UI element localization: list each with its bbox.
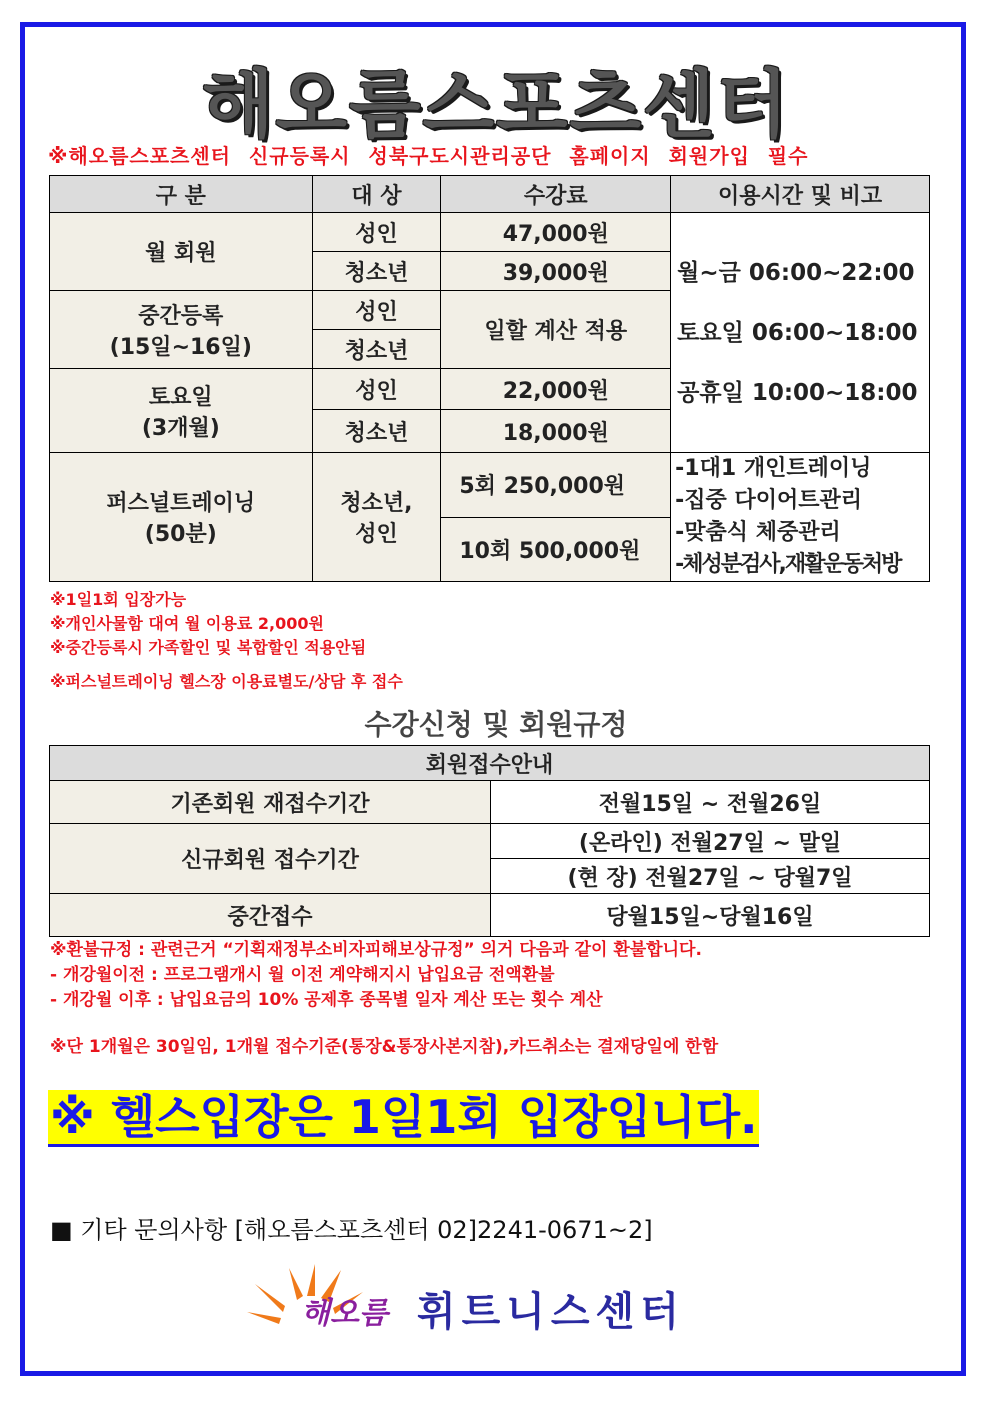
pt-target-line1: 청소년,	[340, 491, 413, 516]
note-line: ※중간등록시 가족할인 및 복합할인 적용안됨	[50, 638, 367, 657]
fee-prorated: 일할 계산 적용	[441, 291, 671, 369]
hours-holiday: 공휴일 10:00~18:00	[677, 379, 918, 406]
note-line: ※1일1회 입장가능	[50, 590, 187, 609]
mid-label-line2: (15일~16일)	[109, 334, 252, 360]
pt-label-line1: 퍼스널트레이닝	[106, 491, 256, 516]
logo	[245, 1262, 705, 1342]
saturday-label-line1: 토요일	[148, 384, 213, 410]
target-adult: 성인	[312, 213, 441, 252]
pt-note: -집중 다이어트관리	[675, 488, 862, 513]
pt-label-line2: (50분)	[144, 522, 217, 547]
fee-value: 22,000원	[441, 369, 671, 410]
section-title: 수강신청 및 회원규정	[364, 708, 628, 741]
pt-fee-10: 10회 500,000원	[441, 517, 671, 582]
table-row	[50, 781, 930, 824]
pt-target-line2: 성인	[355, 522, 398, 547]
registration-header: 회원접수안내	[50, 746, 930, 781]
gym-entry-banner: ※ 헬스입장은 1일1회 입장입니다.	[48, 1090, 759, 1147]
fee-value: 18,000원	[441, 410, 671, 453]
fee-notes	[50, 588, 403, 694]
refund-line: ※단 1개월은 30일임, 1개월 접수기준(통장&통장사본지참),카드취소는 결재당일에 한함	[50, 1037, 719, 1057]
header-target: 대 상	[312, 176, 441, 213]
existing-member-label: 기존회원 재접수기간	[50, 781, 491, 824]
logo-text: 휘트니스센터	[417, 1289, 685, 1335]
pt-note: -맞춤식 체중관리	[675, 520, 841, 545]
refund-policy	[50, 938, 718, 1060]
mid-registration-label: 중간접수	[50, 894, 491, 937]
pt-fee-5: 5회 250,000원	[441, 453, 671, 518]
table-row	[50, 894, 930, 937]
refund-line: - 개강월이전 : 프로그램개시 월 이전 계약해지시 납입요금 전액환불	[50, 965, 555, 985]
pt-notes	[671, 453, 930, 582]
contact-info: ■ 기타 문의사항 [해오름스포츠센터 02]2241-0671~2]	[50, 1216, 653, 1244]
pt-target	[312, 453, 441, 582]
saturday-label-line2: (3개월)	[141, 415, 220, 441]
fee-value: 39,000원	[441, 252, 671, 291]
fee-table	[49, 175, 930, 582]
page-title: 해오름스포츠센터	[202, 62, 790, 148]
refund-line: - 개강월 이후 : 납입요금의 10% 공제후 종목별 일자 계산 또는 횟수 계산	[50, 990, 603, 1010]
new-member-online-period: (온라인) 전월27일 ~ 말일	[491, 824, 930, 859]
target-youth: 청소년	[312, 410, 441, 453]
mid-registration-period: 당월15일~당월16일	[491, 894, 930, 937]
header-hours: 이용시간 및 비고	[671, 176, 930, 213]
hours-weekday: 월~금 06:00~22:00	[677, 259, 915, 286]
registration-notice: ※해오름스포츠센터 신규등록시 성북구도시관리공단 홈페이지 회원가입 필수	[48, 144, 809, 168]
pt-note: -체성분검사,재활운동처방	[675, 552, 901, 577]
new-member-label: 신규회원 접수기간	[50, 824, 491, 894]
logo-script: 해오름	[301, 1296, 388, 1331]
operating-hours	[671, 213, 930, 453]
table-row	[50, 824, 930, 859]
target-youth: 청소년	[312, 252, 441, 291]
mid-registration-label	[50, 291, 313, 369]
existing-member-period: 전월15일 ~ 전월26일	[491, 781, 930, 824]
personal-training-label	[50, 453, 313, 582]
target-youth: 청소년	[312, 330, 441, 369]
fee-table-header	[50, 176, 930, 213]
fee-value: 47,000원	[441, 213, 671, 252]
note-line: ※퍼스널트레이닝 헬스장 이용료별도/상담 후 접수	[50, 672, 403, 691]
target-adult: 성인	[312, 369, 441, 410]
table-row	[50, 453, 930, 518]
header-fee: 수강료	[441, 176, 671, 213]
monthly-member-label: 월 회원	[50, 213, 313, 291]
note-line: ※개인사물함 대여 월 이용료 2,000원	[50, 614, 324, 633]
header-category: 구 분	[50, 176, 313, 213]
saturday-label	[50, 369, 313, 453]
hours-saturday: 토요일 06:00~18:00	[677, 319, 918, 346]
mid-label-line1: 중간등록	[138, 303, 224, 329]
refund-line: ※환불규정 : 관련근거 “기획재정부소비자피해보상규정” 의거 다음과 같이 환불합니다.	[50, 940, 702, 960]
new-member-onsite-period: (현 장) 전월27일 ~ 당월7일	[491, 859, 930, 894]
table-row	[50, 213, 930, 252]
registration-table	[49, 745, 930, 937]
pt-note: -1대1 개인트레이닝	[675, 456, 872, 481]
target-adult: 성인	[312, 291, 441, 330]
